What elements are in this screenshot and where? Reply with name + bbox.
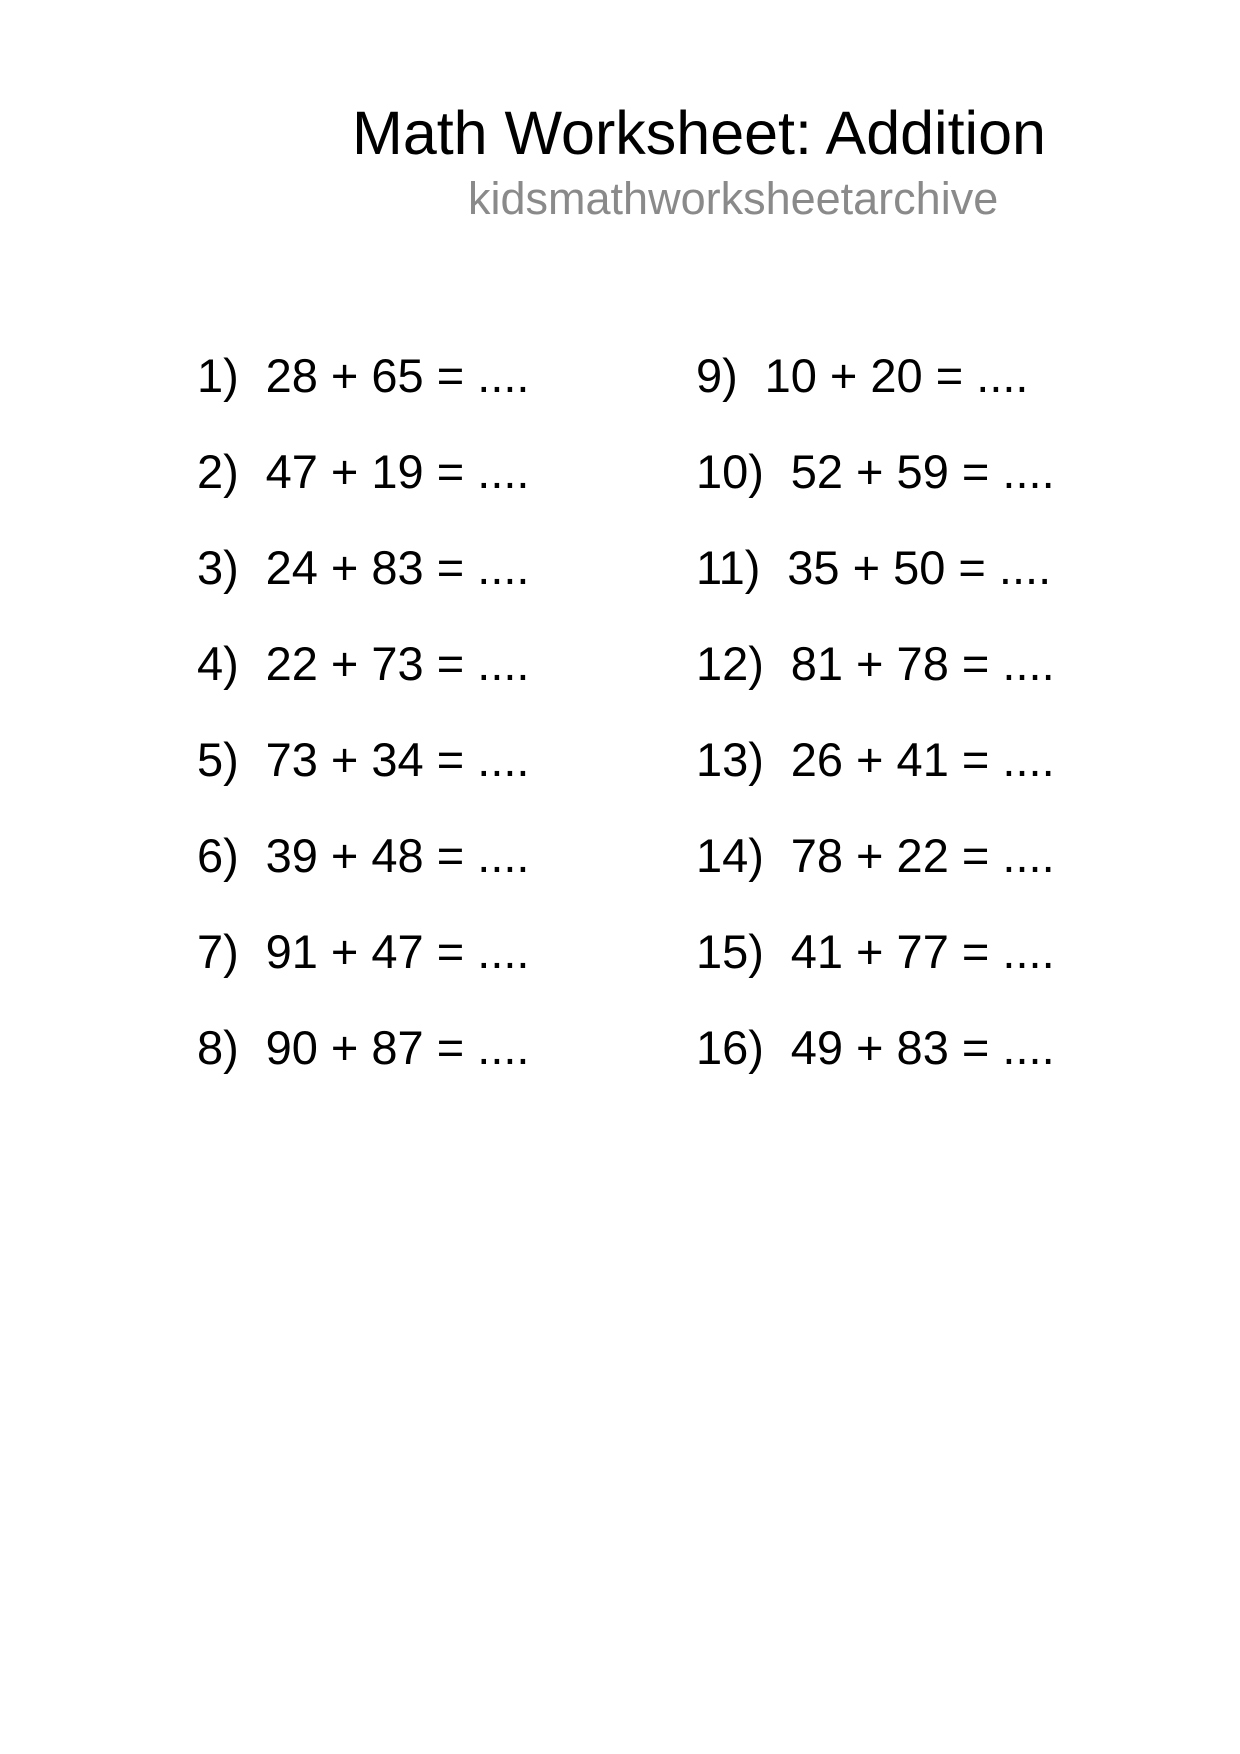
problem-number: 12): [696, 637, 764, 690]
problem-expression: 90 + 87 = ....: [265, 1021, 530, 1074]
problem-row: [696, 904, 1055, 1000]
problem-number: 15): [696, 925, 764, 978]
problem-row: [696, 712, 1055, 808]
page-subtitle: kidsmathworksheetarchive: [468, 173, 999, 224]
problem-expression: 39 + 48 = ....: [265, 829, 530, 882]
problem-row: [696, 616, 1055, 712]
problem-row: [197, 712, 530, 808]
problem-row: [197, 424, 530, 520]
problem-row: [696, 1000, 1055, 1096]
problem-number: 8): [197, 1021, 239, 1074]
problems-column-left: [197, 328, 530, 1096]
problem-number: 11): [696, 541, 761, 594]
problem-expression: 26 + 41 = ....: [790, 733, 1055, 786]
problem-expression: 91 + 47 = ....: [265, 925, 530, 978]
problem-expression: 49 + 83 = ....: [790, 1021, 1055, 1074]
problem-number: 5): [197, 733, 239, 786]
problem-expression: 81 + 78 = ....: [790, 637, 1055, 690]
problems-column-right: [696, 328, 1055, 1096]
problem-expression: 47 + 19 = ....: [265, 445, 530, 498]
problem-number: 1): [197, 349, 239, 402]
problem-number: 16): [696, 1021, 764, 1074]
problem-expression: 22 + 73 = ....: [265, 637, 530, 690]
problem-expression: 35 + 50 = ....: [787, 541, 1052, 594]
problem-expression: 28 + 65 = ....: [265, 349, 530, 402]
problem-row: [197, 904, 530, 1000]
problem-expression: 10 + 20 = ....: [764, 349, 1029, 402]
problem-expression: 73 + 34 = ....: [265, 733, 530, 786]
problem-number: 10): [696, 445, 764, 498]
problem-expression: 78 + 22 = ....: [790, 829, 1055, 882]
problem-row: [197, 328, 530, 424]
problem-number: 13): [696, 733, 764, 786]
problem-row: [197, 1000, 530, 1096]
problem-number: 6): [197, 829, 239, 882]
problem-row: [197, 616, 530, 712]
problem-number: 4): [197, 637, 239, 690]
problem-number: 14): [696, 829, 764, 882]
problem-number: 9): [696, 349, 738, 402]
problem-number: 3): [197, 541, 239, 594]
problem-row: [696, 808, 1055, 904]
problem-row: [197, 808, 530, 904]
page-title: Math Worksheet: Addition: [352, 99, 1046, 167]
problem-row: [696, 328, 1055, 424]
problem-expression: 24 + 83 = ....: [265, 541, 530, 594]
problem-expression: 52 + 59 = ....: [790, 445, 1055, 498]
problem-row: [197, 520, 530, 616]
problem-row: [696, 520, 1055, 616]
problem-number: 2): [197, 445, 239, 498]
problem-row: [696, 424, 1055, 520]
problem-expression: 41 + 77 = ....: [790, 925, 1055, 978]
problem-number: 7): [197, 925, 239, 978]
